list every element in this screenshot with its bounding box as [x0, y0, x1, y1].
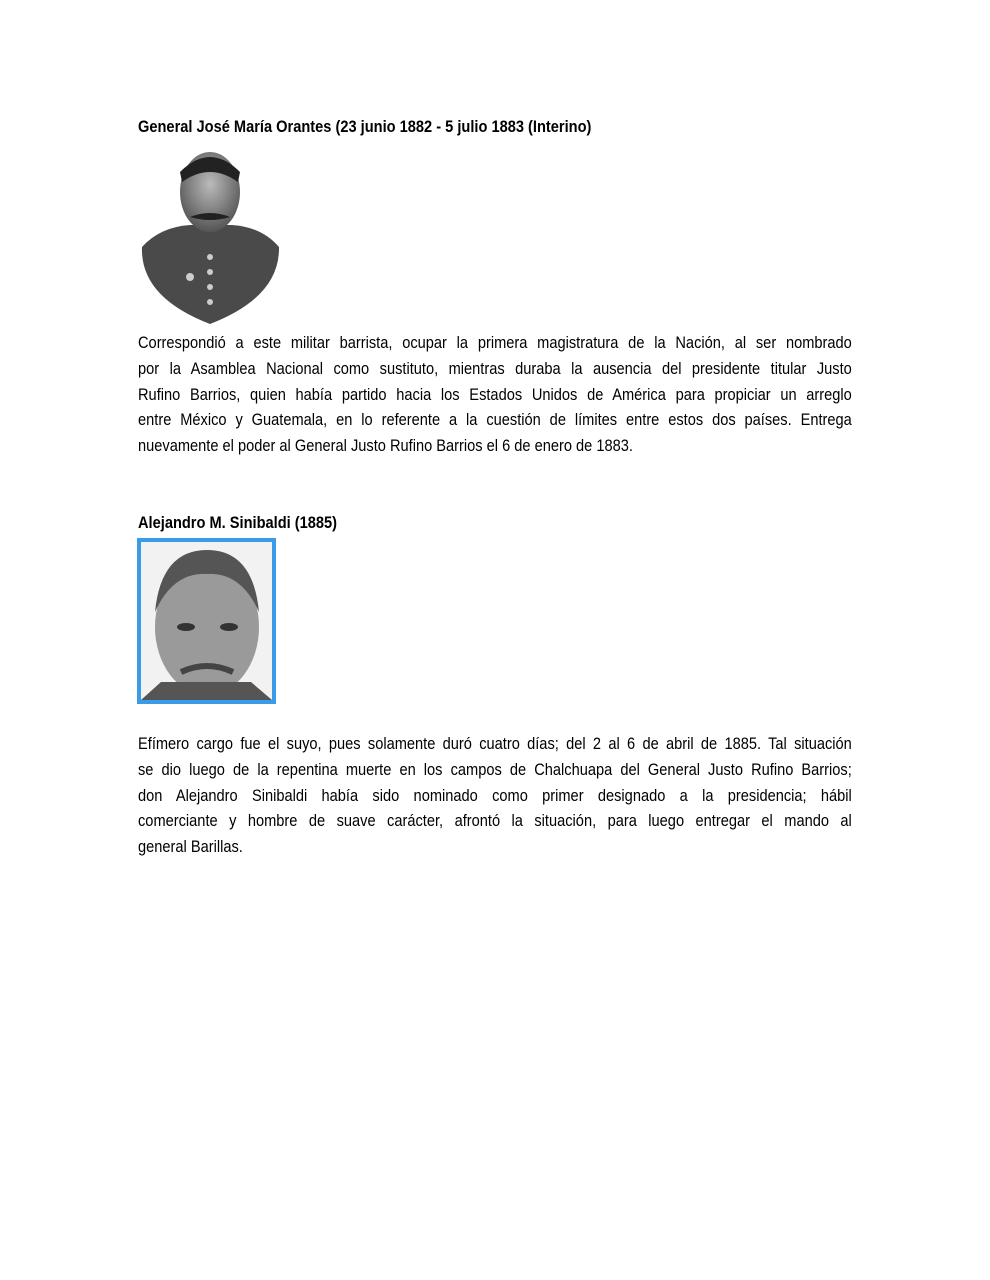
text-line: se dio luego de la repentina muerte en los campos de Chalchuapa del General Justo Rufino Barrios;: [138, 759, 852, 779]
text-line: entre México y Guatemala, en lo referente a la cuestión de límites entre estos dos países. Entrega: [138, 410, 852, 430]
text-line: don Alejandro Sinibaldi había sido nominado como primer designado a la presidencia; hábil: [138, 785, 852, 805]
portrait-sinibaldi-image: [141, 542, 272, 700]
paragraph-orantes: [138, 330, 852, 459]
text-line: nuevamente el poder al General Justo Rufino Barrios el 6 de enero de 1883.: [138, 436, 633, 456]
section-heading-orantes: General José María Orantes (23 junio 1882 - 5 julio 1883 (Interino): [138, 117, 592, 136]
text-line: Correspondió a este militar barrista, ocupar la primera magistratura de la Nación, al ser nombrado: [138, 333, 852, 352]
text-line: por la Asamblea Nacional como sustituto, mientras duraba la ausencia del presidente titular Justo: [138, 358, 852, 378]
text-line: Efímero cargo fue el suyo, pues solamente duró cuatro días; del 2 al 6 de abril de 1885. Tal situación: [138, 734, 852, 753]
text-line: Rufino Barrios, quien había partido hacia los Estados Unidos de América para propiciar un arreglo: [138, 384, 852, 404]
paragraph-sinibaldi: [138, 731, 852, 860]
portrait-orantes: [140, 147, 281, 324]
text-line: general Barillas.: [138, 837, 243, 857]
section-heading-sinibaldi: Alejandro M. Sinibaldi (1885): [138, 513, 338, 532]
portrait-sinibaldi: [137, 538, 276, 704]
text-line: comerciante y hombre de suave carácter, afrontó la situación, para luego entregar el mando al: [138, 811, 852, 831]
